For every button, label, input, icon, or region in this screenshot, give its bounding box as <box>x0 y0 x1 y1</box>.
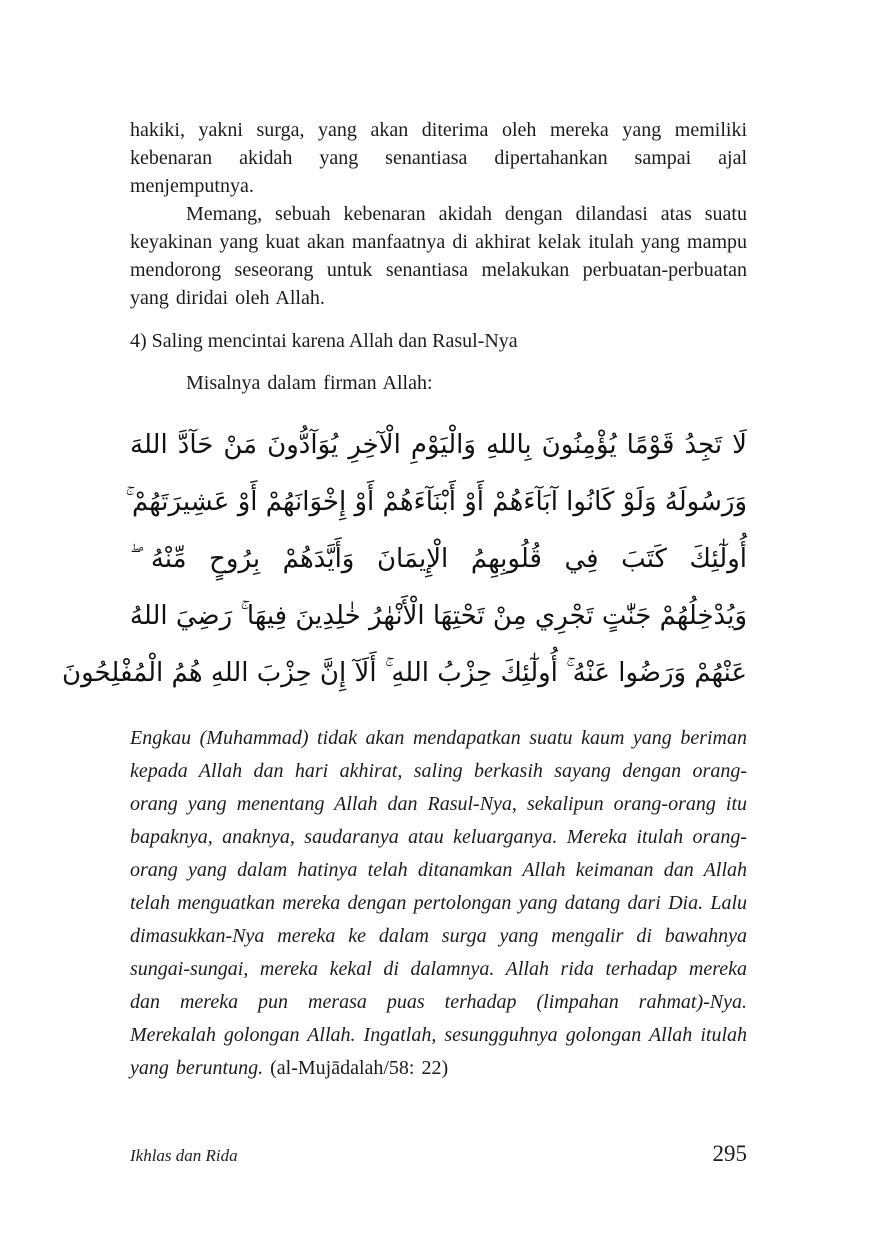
arabic-line-1: لَا تَجِدُ قَوْمًا يُؤْمِنُونَ بِاللهِ وَالْيَوْمِ الْآخِرِ يُوَآدُّونَ مَنْ حَآدَّ اللهَ <box>130 430 747 460</box>
page-number: 295 <box>712 1141 747 1166</box>
quran-verse-arabic <box>62 417 747 702</box>
verse-reference: (al-Mujādalah/58: 22) <box>270 1057 449 1079</box>
verse-translation <box>130 722 747 1085</box>
text-column <box>62 116 747 1085</box>
arabic-line-5: عَنْهُمْ وَرَضُوا عَنْهُ ۚ أُولٰٓئِكَ حِزْبُ اللهِ ۚ أَلَآ إِنَّ حِزْبَ اللهِ هُمُ الْمُفْلِحُونَ <box>62 658 747 688</box>
translation-text: Engkau (Muhammad) tidak akan mendapatkan suatu kaum yang beriman kepada Allah dan hari akhirat, saling berkasih sayang dengan orang-orang yang menentang Allah dan Rasul-Nya, sekalipun orang-orang itu bapaknya, anaknya, saudaranya atau keluarganya. Mereka itulah orang-orang yang dalam hatinya telah ditanamkan Allah keimanan dan Allah telah menguatkan mereka dengan pertolongan yang datang dari Dia. Lalu dimasukkan-Nya mereka ke dalam surga yang mengalir di bawahnya sungai-sungai, mereka kekal di dalamnya. Allah rida terhadap mereka dan mereka pun merasa puas terhadap (limpahan rahmat)-Nya. Merekalah golongan Allah. Ingatlah, sesungguhnya golongan Allah itulah yang beruntung. <box>130 727 747 1079</box>
arabic-line-2: وَرَسُولَهُ وَلَوْ كَانُوا آبَآءَهُمْ أَوْ أَبْنَآءَهُمْ أَوْ إِخْوَانَهُمْ أَوْ عَشِيرَتَهُمْ ۚ <box>125 487 747 517</box>
paragraph-memang: Memang, sebuah kebenaran akidah dengan dilandasi atas suatu keyakinan yang kuat akan manfaatnya di akhirat kelak itulah yang mampu mendorong seseorang untuk senantiasa melakukan perbuatan-perbuatan yang diridai oleh Allah. <box>130 203 747 309</box>
page-footer <box>130 1141 747 1167</box>
running-title: Ikhlas dan Rida <box>130 1146 238 1165</box>
lead-in-line: Misalnya dalam firman Allah: <box>186 372 433 394</box>
arabic-line-3: أُولٰٓئِكَ كَتَبَ فِي قُلُوبِهِمُ الْإِيمَانَ وَأَيَّدَهُمْ بِرُوحٍ مِّنْهُ ۖ <box>130 544 747 574</box>
section-heading: 4) Saling mencintai karena Allah dan Rasul-Nya <box>130 330 518 352</box>
paragraph-continuation: hakiki, yakni surga, yang akan diterima oleh mereka yang memiliki kebenaran akidah yang senantiasa dipertahankan sampai ajal menjemputnya. <box>130 119 747 197</box>
arabic-line-4: وَيُدْخِلُهُمْ جَنّٰتٍ تَجْرِي مِنْ تَحْتِهَا الْأَنْهٰرُ خٰلِدِينَ فِيهَا ۚ رَضِيَ اللهُ <box>129 601 747 631</box>
